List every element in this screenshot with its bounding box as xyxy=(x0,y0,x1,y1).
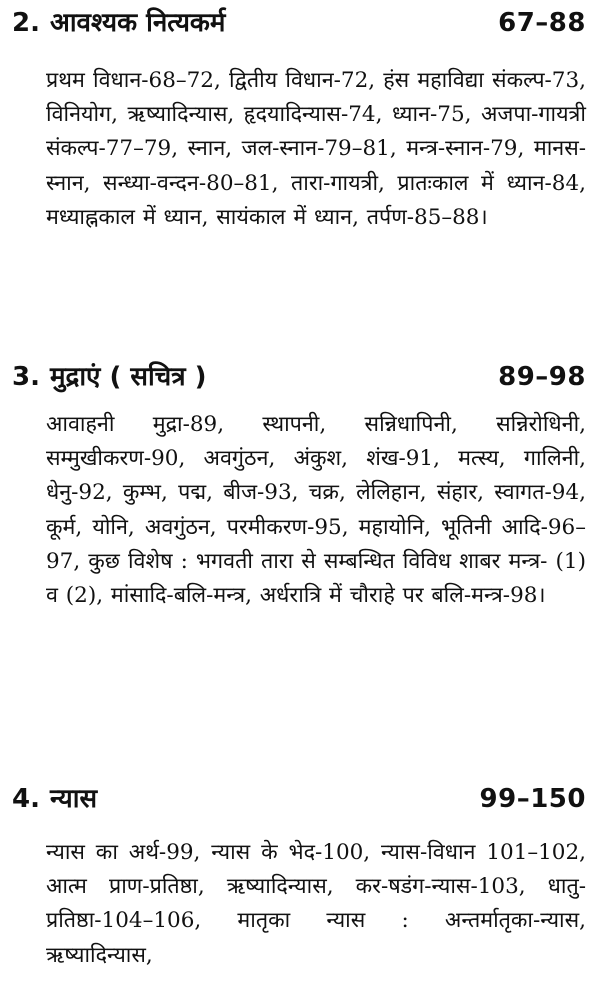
section-page-range: 67–88 xyxy=(498,8,586,38)
toc-section-4 xyxy=(12,782,586,973)
section-number: 2. xyxy=(12,8,40,38)
section-page-range: 99–150 xyxy=(479,784,586,814)
section-body xyxy=(46,64,586,235)
toc-section-3 xyxy=(12,360,586,613)
section-text: न्यास का अर्थ-99, न्यास के भेद-100, न्यास-विधान 101–102, आत्म प्राण-प्रतिष्ठा, ऋष्यादिन्यास, कर-षडंग-न्यास-103, धातु-प्रतिष्ठा-104–106, मातृका न्यास : अन्तर्मातृका-न्यास, ऋष्यादिन्यास, xyxy=(46,840,586,968)
section-heading xyxy=(12,6,586,40)
section-title xyxy=(12,360,207,394)
section-heading xyxy=(12,360,586,394)
section-title xyxy=(12,6,225,40)
section-number: 3. xyxy=(12,362,40,392)
section-number: 4. xyxy=(12,784,40,814)
section-title xyxy=(12,782,97,816)
section-text: आवाहनी मुद्रा-89, स्थापनी, सन्निधापिनी, सन्निरोधिनी, सम्मुखीकरण-90, अवगुंठन, अंकुश, शंख-91, मत्स्य, गालिनी, धेनु-92, कुम्भ, पद्म, बीज-93, चक्र, लेलिहान, संहार, स्वागत-94, कूर्म, योनि, अवगुंठन, परमीकरण-95, महायोनि, भूतिनी आदि-96–97, कुछ विशेष : भगवती तारा से सम्बन्धित विविध शाबर मन्त्र- (1) व (2), मांसादि-बलि-मन्त्र, अर्धरात्रि में चौराहे पर बलि-मन्त्र-98। xyxy=(46,412,586,609)
section-text: प्रथम विधान-68–72, द्वितीय विधान-72, हंस महाविद्या संकल्प-73, विनियोग, ऋष्यादिन्यास, हृदयादिन्यास-74, ध्यान-75, अजपा-गायत्री संकल्प-77–79, स्नान, जल-स्नान-79–81, मन्त्र-स्नान-79, मानस-स्नान, सन्ध्या-वन्दन-80–81, तारा-गायत्री, प्रातःकाल में ध्यान-84, मध्याह्नकाल में ध्यान, सायंकाल में ध्यान, तर्पण-85–88। xyxy=(46,68,586,230)
section-body xyxy=(46,836,586,973)
section-title-text: मुद्राएं ( सचित्र ) xyxy=(49,362,207,392)
section-title-text: आवश्यक नित्यकर्म xyxy=(49,8,226,38)
section-heading xyxy=(12,782,586,816)
toc-section-2 xyxy=(12,6,586,235)
section-body xyxy=(46,408,586,613)
section-title-text: न्यास xyxy=(49,784,98,814)
section-page-range: 89–98 xyxy=(498,362,586,392)
